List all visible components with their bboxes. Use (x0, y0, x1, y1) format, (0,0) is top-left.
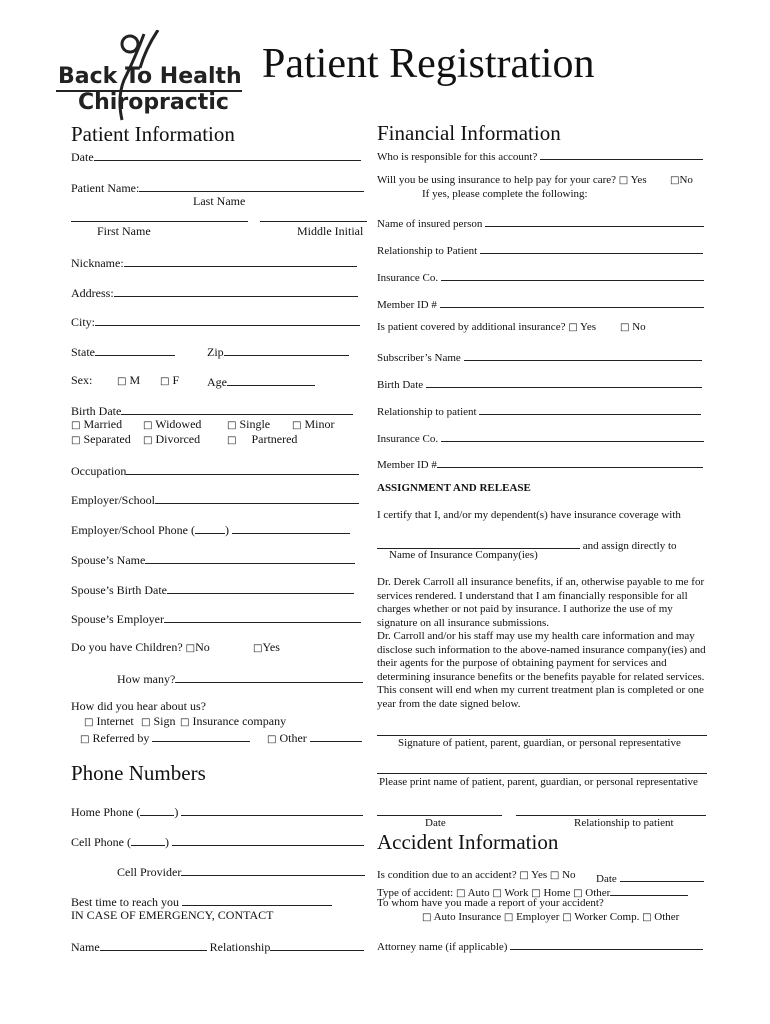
best-time-label: Best time to reach you (71, 895, 179, 909)
additional-no-option[interactable] (620, 321, 646, 333)
signature-field[interactable] (377, 735, 707, 736)
sex-f-label: F (172, 373, 180, 387)
accident-date-label: Date (596, 873, 617, 885)
patient-info-heading: Patient Information (71, 122, 235, 146)
sex-m-option[interactable] (117, 373, 140, 388)
employer-phone-area-field[interactable] (195, 521, 225, 534)
accident-yes: Yes (531, 869, 548, 881)
insured-name-field[interactable] (485, 214, 704, 227)
member-id-row (377, 295, 704, 311)
member-id-field[interactable] (440, 295, 704, 308)
accident-no: No (562, 869, 576, 881)
city-label: City: (71, 315, 96, 329)
relationship-patient-field[interactable] (480, 241, 703, 254)
report-workers-comp: Worker Comp. (574, 911, 640, 923)
children-yes-option[interactable] (253, 640, 280, 655)
occupation-field[interactable] (126, 462, 359, 475)
insurance-company-name-field[interactable] (377, 536, 580, 549)
best-time-field[interactable] (182, 893, 332, 906)
responsible-label: Who is responsible for this account? (377, 151, 538, 163)
home-phone-row (71, 803, 363, 820)
patient-name-label: Patient Name: (71, 181, 140, 195)
certify-text: I certify that I, and/or my dependent(s) have insurance coverage with (377, 509, 681, 521)
insured-name-row (377, 214, 704, 230)
emergency-relationship-label: Relationship (209, 940, 271, 954)
assign-label: and assign directly to (582, 540, 677, 552)
signature-caption: Signature of patient, parent, guardian, or personal representative (398, 737, 681, 749)
address-field[interactable] (114, 284, 358, 297)
checkbox-icon: □ (670, 175, 680, 186)
last-name-caption: Last Name (193, 194, 246, 208)
middle-initial-field[interactable] (260, 221, 367, 222)
paren-close: ) (165, 835, 169, 849)
zip-label: Zip (207, 345, 224, 359)
checkbox-icon[interactable]: □ (267, 734, 277, 745)
separated-option[interactable] (71, 432, 131, 447)
logo-line2: Chiropractic (78, 90, 229, 115)
zip-field[interactable] (224, 343, 349, 356)
insurance-company-label: Insurance company (192, 714, 287, 728)
divorced-option[interactable] (143, 432, 200, 447)
married-label: Married (83, 417, 123, 431)
last-name-field[interactable] (139, 179, 364, 192)
cell-provider-field[interactable] (181, 863, 365, 876)
checkbox-icon[interactable]: □ (531, 888, 541, 899)
employer-phone-field[interactable] (232, 521, 350, 534)
report-options (422, 911, 679, 923)
checkbox-icon[interactable]: □ (562, 912, 572, 923)
checkbox-icon: □ (117, 376, 127, 387)
checkbox-icon[interactable]: □ (185, 643, 196, 654)
checkbox-icon: □ (143, 420, 153, 431)
report-employer: Employer (516, 911, 560, 923)
children-yes-label: Yes (262, 640, 280, 654)
partnered-option[interactable] (227, 432, 297, 447)
occupation-label: Occupation (71, 464, 127, 478)
responsible-field[interactable] (540, 147, 703, 160)
type-auto: Auto (467, 887, 490, 899)
print-name-field[interactable] (377, 773, 707, 774)
nickname-field[interactable] (124, 254, 357, 267)
checkbox-icon[interactable]: □ (422, 912, 432, 923)
member-id2-row (377, 455, 703, 471)
type-home: Home (543, 887, 571, 899)
middle-initial-caption: Middle Initial (297, 224, 364, 238)
checkbox-icon[interactable]: □ (618, 175, 629, 186)
spouse-birth-label: Spouse’s Birth Date (71, 583, 167, 597)
hear-label: How did you hear about us? (71, 699, 206, 713)
checkbox-icon[interactable]: □ (455, 888, 466, 899)
insurance-co2-label: Insurance Co. (377, 433, 439, 445)
how-many-row (117, 670, 363, 687)
checkbox-icon[interactable]: □ (519, 870, 529, 881)
state-field[interactable] (95, 343, 175, 356)
date-label: Date (71, 150, 94, 164)
report-other: Other (654, 911, 680, 923)
employer-phone-row (71, 521, 350, 538)
insurance-co-row (377, 268, 704, 284)
attorney-field[interactable] (510, 937, 703, 950)
single-option[interactable] (227, 417, 270, 432)
type-work: Work (504, 887, 529, 899)
checkbox-icon: □ (71, 420, 81, 431)
sex-label: Sex: (71, 373, 93, 387)
additional-label: Is patient covered by additional insurance? (377, 321, 569, 333)
phone-heading: Phone Numbers (71, 761, 206, 785)
checkbox-icon: □ (620, 322, 630, 333)
nickname-row (71, 254, 357, 271)
date-row (71, 148, 361, 165)
insurance-co-field[interactable] (441, 268, 704, 281)
age-label: Age (207, 375, 227, 389)
additional-yes: Yes (580, 321, 597, 333)
sign-date-field[interactable] (377, 815, 502, 816)
type-other-field[interactable] (610, 883, 688, 896)
checkbox-icon: □ (227, 420, 237, 431)
spouse-birth-row (71, 581, 354, 598)
checkbox-icon[interactable]: □ (80, 734, 90, 745)
checkbox-icon[interactable]: □ (568, 322, 578, 333)
address-label: Address: (71, 286, 114, 300)
checkbox-icon[interactable]: □ (549, 870, 560, 881)
attorney-row (377, 937, 703, 953)
minor-option[interactable] (292, 417, 334, 432)
financial-heading: Financial Information (377, 121, 561, 145)
cell-phone-field[interactable] (172, 833, 364, 846)
checkbox-icon: □ (141, 717, 151, 728)
relationship-patient2-row (377, 402, 701, 418)
spouse-birth-field[interactable] (167, 581, 354, 594)
referred-field[interactable] (152, 729, 250, 742)
sign-option[interactable] (141, 714, 175, 729)
additional-no: No (632, 321, 646, 333)
other-field[interactable] (310, 729, 362, 742)
divorced-label: Divorced (155, 432, 201, 446)
cell-phone-row (71, 833, 364, 850)
member-id2-field[interactable] (437, 455, 703, 468)
occupation-row (71, 462, 359, 479)
insured-name-label: Name of insured person (377, 218, 483, 230)
page-title: Patient Registration (262, 41, 595, 87)
home-phone-field[interactable] (181, 803, 363, 816)
checkbox-icon: □ (71, 435, 81, 446)
checkbox-icon: □ (292, 420, 302, 431)
relationship-patient2-label: Relationship to patient (377, 406, 477, 418)
other-option (267, 729, 362, 746)
member-id-label: Member ID # (377, 299, 437, 311)
checkbox-icon: □ (143, 435, 153, 446)
if-yes-label: If yes, please complete the following: (422, 188, 588, 200)
internet-label: Internet (96, 714, 134, 728)
checkbox-icon: □ (160, 376, 170, 387)
accident-condition-row (377, 869, 576, 881)
employer-row (71, 491, 359, 508)
birth-date-label: Birth Date (71, 404, 122, 418)
date-field[interactable] (94, 148, 361, 161)
assignment-para1: Dr. Derek Carroll all insurance benefits, if an, otherwise payable to me for services rendered. I understand that I am financially responsible for all charges whether or not paid by insurance. I authorize the use of my signature on all insurance submissions. (377, 576, 705, 629)
checkbox-icon[interactable]: □ (573, 888, 583, 899)
emergency-name-label: Name (71, 940, 100, 954)
checkbox-icon: □ (180, 717, 190, 728)
emergency-label: IN CASE OF EMERGENCY, CONTACT (71, 908, 274, 922)
report-auto-insurance: Auto Insurance (433, 911, 502, 923)
checkbox-icon[interactable]: □ (503, 912, 514, 923)
zip-row (207, 343, 349, 360)
fin-birth-date-row (377, 375, 702, 391)
children-label: Do you have Children? (71, 640, 186, 654)
company-caption: Name of Insurance Company(ies) (389, 549, 538, 561)
state-row (71, 343, 175, 360)
accident-type-label: Type of accident: (377, 887, 456, 899)
internet-option[interactable] (84, 714, 134, 729)
spouse-name-field[interactable] (145, 551, 355, 564)
spouse-employer-row (71, 610, 361, 627)
cell-provider-label: Cell Provider (117, 865, 182, 879)
accident-condition-label: Is condition due to an accident? (377, 869, 520, 881)
sex-m-label: M (129, 373, 141, 387)
emergency-name-field[interactable] (100, 938, 207, 951)
sign-relationship-field[interactable] (516, 815, 706, 816)
insurance-co2-row (377, 429, 704, 445)
relationship-patient2-field[interactable] (479, 402, 701, 415)
widowed-label: Widowed (155, 417, 202, 431)
sign-date-caption: Date (425, 817, 446, 829)
relationship-patient-label: Relationship to Patient (377, 245, 478, 257)
referred-label: Referred by (92, 731, 150, 745)
state-label: State (71, 345, 95, 359)
use-insurance-no: No (679, 174, 693, 186)
sign-label: Sign (153, 714, 176, 728)
checkbox-icon[interactable]: □ (492, 888, 502, 899)
responsible-row (377, 147, 703, 163)
assignment-heading: ASSIGNMENT AND RELEASE (377, 482, 531, 494)
member-id2-label: Member ID # (377, 459, 437, 471)
use-insurance-label: Will you be using insurance to help pay for your care? (377, 174, 619, 186)
spouse-employer-label: Spouse’s Employer (71, 612, 164, 626)
subscriber-field[interactable] (464, 348, 702, 361)
checkbox-icon: □ (84, 717, 94, 728)
relationship-patient-row (377, 241, 703, 257)
first-name-caption: First Name (97, 224, 151, 238)
accident-heading: Accident Information (377, 830, 559, 854)
emergency-relationship-field[interactable] (270, 938, 364, 951)
assignment-para2: Dr. Carroll and/or his staff may use my health care information and may disclose such information to the above-named insurance company(ies) and their agents for the purpose of obtaining payment for services and determining insurance benefits or the benefits payable for related services. This consent will end when my current treatment plan is completed or one year from the date signed below. (377, 630, 706, 710)
children-row (71, 640, 210, 655)
logo-line1: Back To Health (58, 64, 242, 89)
fin-birth-date-label: Birth Date (377, 379, 424, 391)
cell-provider-row (117, 863, 365, 880)
employer-phone-label: Employer/School Phone ( (71, 523, 195, 537)
emergency-name-row (71, 938, 364, 955)
additional-row (377, 321, 596, 333)
referred-option (80, 729, 250, 746)
insurance-co-label: Insurance Co. (377, 272, 439, 284)
accident-date-field[interactable] (620, 869, 704, 882)
checkbox-icon[interactable]: □ (642, 912, 652, 923)
age-row (207, 373, 315, 390)
print-name-caption: Please print name of patient, parent, guardian, or personal representative (379, 776, 698, 788)
birth-date-field[interactable] (121, 402, 353, 415)
employer-label: Employer/School (71, 493, 155, 507)
checkbox-icon: □ (227, 435, 237, 446)
minor-label: Minor (304, 417, 335, 431)
subscriber-label: Subscriber’s Name (377, 352, 461, 364)
other-label: Other (279, 731, 307, 745)
how-many-field[interactable] (175, 670, 363, 683)
sign-relationship-caption: Relationship to patient (574, 817, 674, 829)
widowed-option[interactable] (143, 417, 201, 432)
how-many-label: How many? (117, 672, 176, 686)
insurance-company-option[interactable] (180, 714, 286, 729)
paren-close: ) (224, 523, 229, 537)
cell-phone-area-field[interactable] (131, 833, 165, 846)
fin-birth-date-field[interactable] (426, 375, 702, 388)
sex-f-option[interactable] (160, 373, 179, 388)
home-phone-label: Home Phone ( (71, 805, 141, 819)
cell-phone-label: Cell Phone ( (71, 835, 131, 849)
use-insurance-row (377, 174, 647, 186)
city-field[interactable] (95, 313, 360, 326)
spouse-name-row (71, 551, 355, 568)
married-option[interactable] (71, 417, 122, 432)
age-field[interactable] (227, 373, 315, 386)
checkbox-icon: □ (253, 643, 263, 654)
nickname-label: Nickname: (71, 256, 124, 270)
spouse-name-label: Spouse’s Name (71, 553, 146, 567)
partnered-label: Partnered (251, 432, 298, 446)
separated-label: Separated (83, 432, 131, 446)
single-label: Single (239, 417, 271, 431)
use-insurance-no-option[interactable] (670, 174, 693, 186)
use-insurance-yes: Yes (630, 174, 647, 186)
insurance-co2-field[interactable] (441, 429, 704, 442)
city-row (71, 313, 360, 330)
attorney-label: Attorney name (if applicable) (377, 941, 508, 953)
children-no-label: No (195, 640, 210, 654)
first-name-field[interactable] (71, 221, 248, 222)
paren-close: ) (174, 805, 179, 819)
address-row (71, 284, 358, 301)
report-label: To whom have you made a report of your accident? (377, 897, 604, 909)
subscriber-row (377, 348, 702, 364)
home-phone-area-field[interactable] (140, 803, 174, 816)
employer-field[interactable] (155, 491, 359, 504)
type-other: Other (585, 887, 611, 899)
spouse-employer-field[interactable] (164, 610, 361, 623)
